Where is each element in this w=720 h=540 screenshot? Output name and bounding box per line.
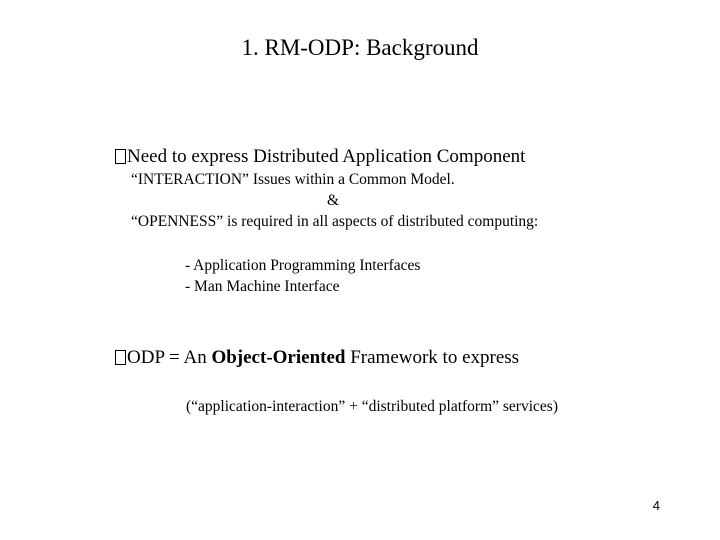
bullet-odp-bold: Object-Oriented [211,347,346,368]
bullet-odp-prefix: ODP = An [127,347,212,368]
ampersand-line: & [327,192,340,209]
bullet-need-to-express [115,145,525,169]
openness-line: “OPENNESS” is required in all aspects of distributed computing: [131,213,539,230]
slide-title: 1. RM-ODP: Background [241,35,479,60]
services-line: (“application-interaction” + “distributed platform” services) [186,398,558,415]
list-item: - Man Machine Interface [185,278,340,295]
interaction-line: “INTERACTION” Issues within a Common Model. [131,171,455,188]
bullet-need-to-express-text: Need to express Distributed Application Component [127,146,526,167]
bullet-odp-suffix: Framework to express [345,347,520,368]
box-glyph-icon [115,149,126,164]
box-glyph-icon [115,350,126,365]
bullet-odp-framework [115,346,519,370]
page-number: 4 [652,498,660,513]
list-item: - Application Programming Interfaces [185,257,421,274]
